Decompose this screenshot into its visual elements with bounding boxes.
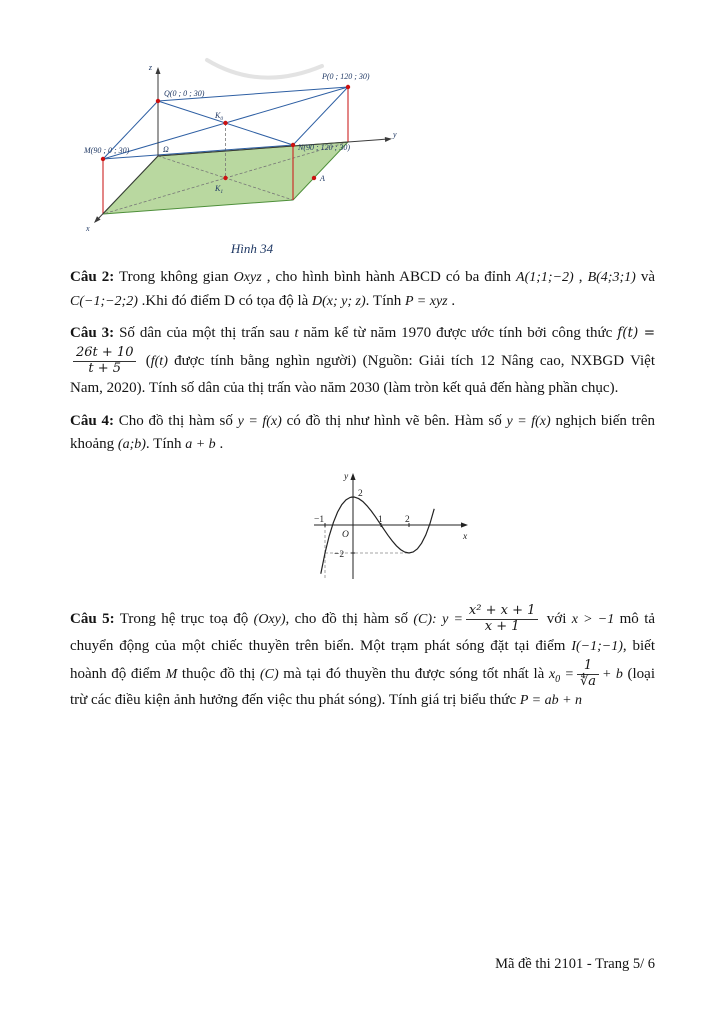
math-run: =: [560, 666, 574, 682]
graph-y-label: y: [344, 472, 349, 482]
formula-ft: f(t) =: [617, 325, 656, 342]
fraction-numerator: 26t + 10: [73, 346, 136, 362]
text-run: (: [139, 352, 151, 369]
graph-x-label: x: [463, 532, 468, 542]
label-omega: Ω: [163, 145, 169, 154]
text-run: .: [447, 292, 456, 309]
fraction-x0: [577, 659, 599, 690]
text-run: .: [215, 436, 224, 453]
math-run: y =: [442, 611, 463, 627]
math-run: (a;b): [117, 437, 146, 453]
math-run: (Oxy): [253, 611, 286, 627]
text-run: Trong hệ trục toạ độ: [114, 610, 254, 627]
text-run: và: [635, 269, 655, 285]
graph-tick-1: 1: [378, 515, 383, 525]
math-run: M: [165, 666, 178, 682]
math-run: x > −1: [571, 611, 615, 627]
math-run: t: [294, 326, 299, 342]
q4-graph: [308, 465, 483, 587]
figure-34: [82, 56, 422, 257]
label-P: P(0 ; 120 ; 30): [322, 72, 370, 81]
graph-tick-2: 2: [405, 515, 410, 525]
fraction-numerator: 1: [577, 659, 599, 675]
question-4-label: Câu 4:: [70, 412, 114, 429]
fraction-numerator: x² + x + 1: [466, 604, 538, 620]
text-run: nghịch biến trên khoảng: [70, 412, 655, 453]
text-run: mô tả chuyển động của một chiếc thuyền trên biển. Một trạm phát sóng đặt tại điểm: [70, 610, 656, 654]
point-Q: [156, 99, 160, 103]
text-run: Cho đồ thị hàm số: [113, 412, 238, 429]
text-run: với: [541, 610, 572, 627]
question-3-label: Câu 3:: [70, 325, 115, 342]
graph-tick-neg1: −1: [314, 515, 325, 525]
math-run: f(t): [150, 353, 168, 369]
question-2: [70, 266, 655, 313]
math-run: (C): [259, 666, 279, 682]
text-run: . Tính: [145, 436, 186, 453]
math-run: B(4;3;1): [587, 270, 636, 285]
point-K0: [223, 121, 227, 125]
text-run: ,: [573, 269, 588, 285]
page-footer: Mã đề thi 2101 - Trang 5/ 6: [495, 956, 655, 972]
text-run: được tính bằng nghìn người) (Nguồn: Giải tích 12 Nâng cao, NXBGD Việt Nam, 2020). Tính số dân của thị trấn vào năm 2030 (làm tròn kết quả đến hàng phần chục).: [70, 352, 655, 396]
text-run: mà tại đó thuyền thu được sóng tốt nhất là: [278, 665, 549, 682]
function-curve: [321, 497, 434, 574]
label-K1-sub: 1: [220, 189, 224, 195]
point-K1: [223, 176, 227, 180]
math-run: I(−1;−1): [571, 638, 623, 654]
math-run: D(x; y; z): [312, 293, 366, 309]
graph-axes: [314, 473, 468, 579]
text-run: năm kể từ năm 1970 được ước tính bởi công thức: [298, 325, 618, 342]
label-K0-sub: 0: [220, 116, 224, 122]
text-run: , cho hình bình hành ABCD có ba đỉnh: [261, 269, 517, 285]
graph-ymax-label: 2: [358, 489, 363, 499]
figure-34-drawing: [82, 56, 422, 234]
z-axis-label: z: [148, 63, 152, 72]
question-5-label: Câu 5:: [70, 610, 115, 627]
math-run: + b: [602, 666, 623, 682]
math-run: P = xyz: [404, 293, 448, 309]
text-run: . Tính: [365, 292, 405, 309]
math-run: a + b: [185, 437, 216, 453]
x-axis-label: x: [86, 224, 90, 233]
point-N: [291, 143, 295, 147]
point-A: [312, 176, 316, 180]
label-N: N(90 ; 120 ; 30): [298, 143, 350, 152]
question-5: [70, 604, 655, 713]
math-run: Oxyz: [233, 270, 262, 285]
text-run: thuộc đồ thị: [177, 665, 260, 682]
question-4: [70, 410, 655, 457]
label-M: M(90 ; 0 ; 30): [84, 146, 130, 155]
math-run: P = ab + n: [519, 693, 583, 709]
graph-ymin-label: −2: [334, 550, 345, 560]
fraction-curve: [466, 604, 538, 635]
label-Q: Q(0 ; 0 ; 30): [164, 89, 205, 98]
math-run: A(1;1;−2): [516, 270, 574, 285]
text-run: .Khi đó điểm D có tọa độ là: [137, 292, 313, 309]
fraction-ft: [73, 346, 136, 377]
text-run: có đồ thị như hình vẽ bên. Hàm số: [281, 412, 507, 429]
question-3: [70, 322, 655, 400]
text-run: Trong không gian: [114, 269, 234, 285]
label-K1-base: K: [215, 184, 221, 193]
math-run: y = f(x): [237, 413, 282, 429]
math-run: x: [548, 666, 556, 682]
point-M: [101, 157, 105, 161]
math-subscript: 0: [555, 673, 561, 685]
math-run: (C):: [413, 611, 437, 627]
watermark-arc: [207, 60, 322, 78]
fraction-denominator: ∜a: [580, 673, 597, 689]
math-run: y = f(x): [506, 413, 551, 429]
q4-graph-block: [308, 465, 483, 592]
question-2-label: Câu 2:: [70, 269, 115, 285]
y-axis-label: y: [393, 130, 397, 139]
point-P: [346, 85, 350, 89]
math-run: C(−1;−2;2): [70, 293, 138, 309]
text-run: , biết hoành độ điểm: [70, 637, 656, 682]
graph-origin-label: O: [342, 530, 349, 540]
label-A: A: [320, 174, 325, 183]
figure-caption: Hình 34: [230, 241, 274, 256]
fraction-denominator: t + 5: [88, 361, 122, 376]
text-run: Số dân của một thị trấn sau: [114, 325, 295, 342]
text-run: (loại trừ các điều kiện ảnh hưởng đến việc thu phát sóng). Tính giá trị biểu thức: [70, 665, 656, 709]
label-K0-base: K: [215, 111, 221, 120]
fraction-denominator: x + 1: [484, 618, 520, 634]
text-run: , cho đồ thị hàm số: [285, 610, 414, 627]
